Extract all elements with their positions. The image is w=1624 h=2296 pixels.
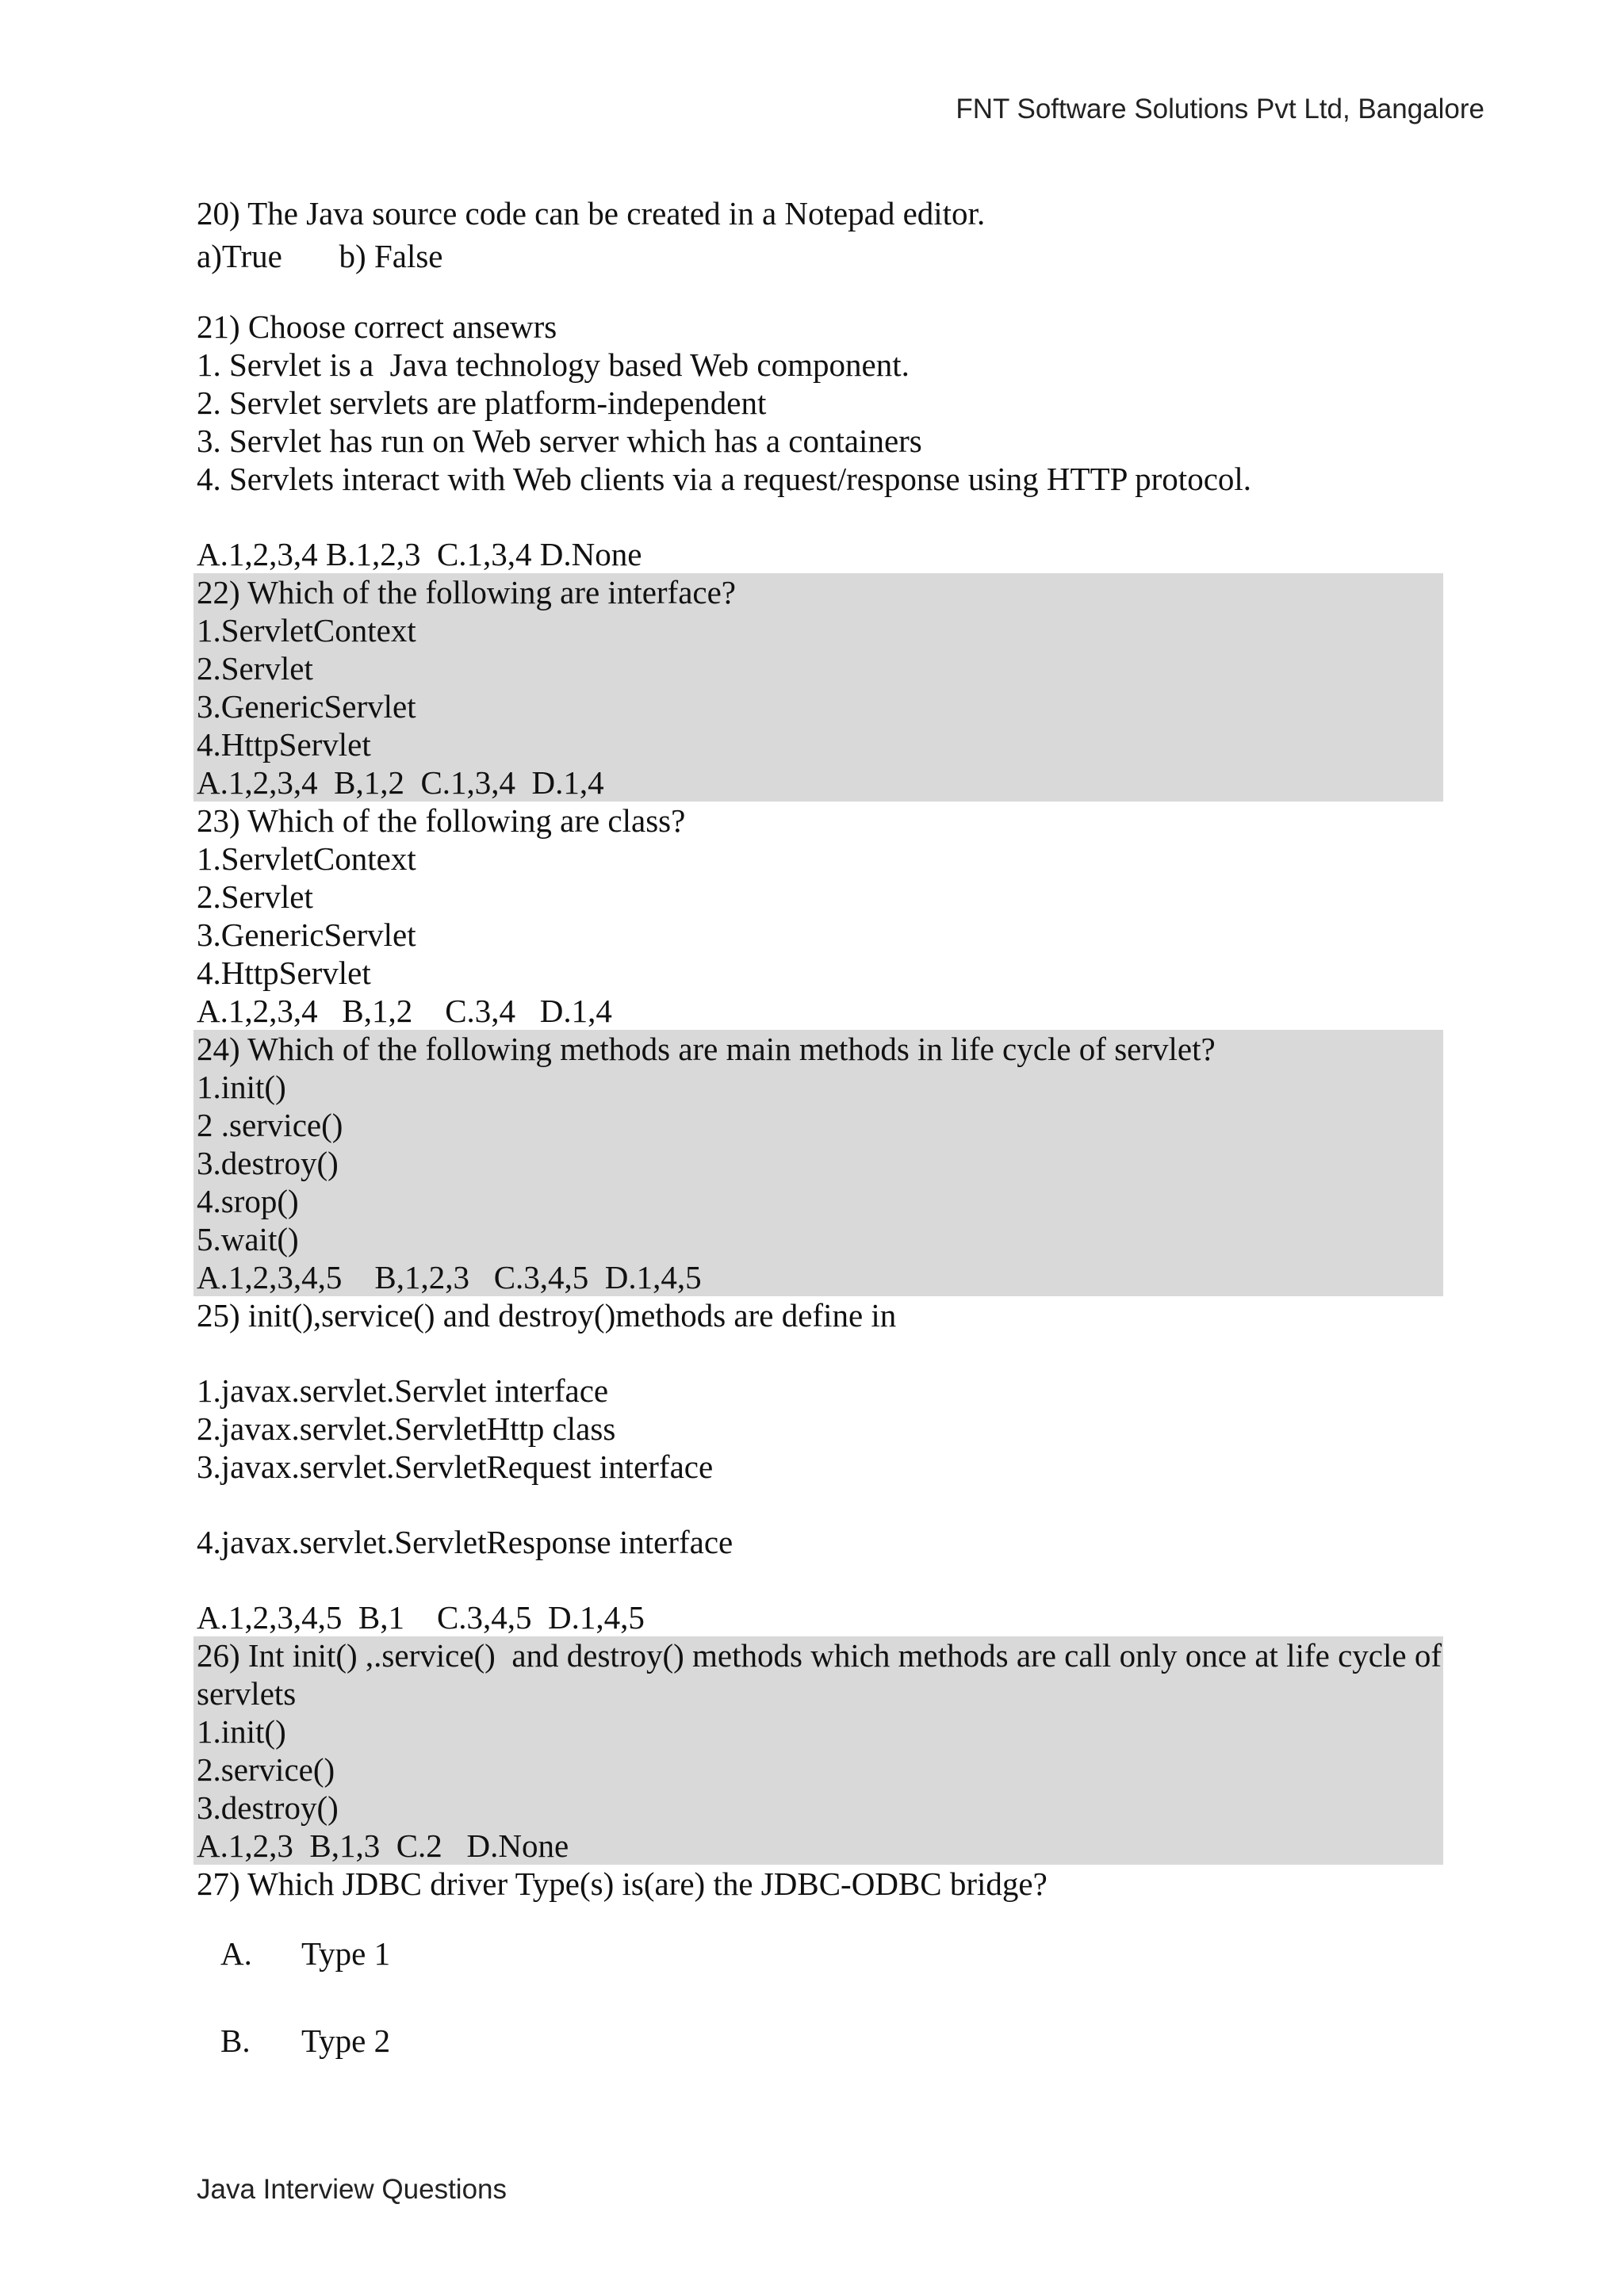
list-item: 2.service() <box>197 1751 335 1788</box>
list-item: 3. Servlet has run on Web server which has a containers <box>197 423 922 459</box>
list-item: 3.GenericServlet <box>197 688 416 725</box>
question-text: 23) Which of the following are class? <box>197 802 686 839</box>
list-item: 4.srop() <box>197 1183 299 1219</box>
list-item: 1.ServletContext <box>197 840 416 877</box>
answer-options: A.1,2,3 B,1,3 C.2 D.None <box>197 1827 569 1864</box>
list-item: 1.javax.servlet.Servlet interface <box>197 1372 609 1409</box>
page-footer: Java Interview Questions <box>197 2174 508 2205</box>
choice-letter: B. <box>220 2022 251 2059</box>
question-26 <box>193 1636 1450 1865</box>
answer-options: A.1,2,3,4,5 B,1,2,3 C.3,4,5 D.1,4,5 <box>197 1259 702 1295</box>
question-21 <box>197 308 1443 573</box>
question-content <box>197 194 1450 2060</box>
answer-options: A.1,2,3,4,5 B,1 C.3,4,5 D.1,4,5 <box>197 1599 645 1636</box>
answer-options: A.1,2,3,4 B.1,2,3 C.1,3,4 D.None <box>197 536 642 572</box>
list-item: 3.GenericServlet <box>197 916 416 953</box>
question-27 <box>197 1865 1443 2060</box>
answer-options: A.1,2,3,4 B,1,2 C.3,4 D.1,4 <box>197 993 612 1029</box>
choice-b <box>220 2022 1443 2060</box>
answer-options: A.1,2,3,4 B,1,2 C.1,3,4 D.1,4 <box>197 764 604 801</box>
choice-a <box>220 1934 1443 1973</box>
choice-text: Type 2 <box>301 2022 391 2059</box>
question-20 <box>197 194 1443 275</box>
list-item: 2. Servlet servlets are platform-independent <box>197 385 767 421</box>
question-text: 24) Which of the following methods are main methods in life cycle of servlet? <box>197 1031 1216 1067</box>
list-item: 5.wait() <box>197 1221 299 1257</box>
list-item: 4. Servlets interact with Web clients via a request/response using HTTP protocol. <box>197 461 1252 497</box>
page-header: FNT Software Solutions Pvt Ltd, Bangalore <box>956 94 1484 124</box>
question-25 <box>197 1296 1443 1636</box>
list-item: 3.javax.servlet.ServletRequest interface <box>197 1448 714 1485</box>
list-item: 1. Servlet is a Java technology based Web component. <box>197 346 910 383</box>
list-item: 1.init() <box>197 1713 286 1750</box>
question-24 <box>193 1030 1443 1296</box>
list-item: 2.Servlet <box>197 650 313 687</box>
list-item: 4.javax.servlet.ServletResponse interface <box>197 1524 733 1560</box>
list-item: 3.destroy() <box>197 1789 339 1826</box>
choice-text: Type 1 <box>301 1935 391 1972</box>
list-item: 1.ServletContext <box>197 612 416 649</box>
question-22 <box>193 573 1443 802</box>
question-23 <box>197 802 1443 1030</box>
list-item: 2.Servlet <box>197 878 313 915</box>
question-text: 21) Choose correct ansewrs <box>197 308 557 345</box>
question-text: 20) The Java source code can be created in a Notepad editor. <box>197 195 986 232</box>
list-item: 1.init() <box>197 1069 286 1105</box>
question-text: 27) Which JDBC driver Type(s) is(are) the JDBC-ODBC bridge? <box>197 1866 1048 1902</box>
list-item: 2 .service() <box>197 1107 343 1143</box>
question-text: 26) Int init() ,.service() and destroy() methods which methods are call only once at life cycle of servlets <box>197 1637 1450 1712</box>
list-item: 4.HttpServlet <box>197 726 371 763</box>
list-item: 4.HttpServlet <box>197 955 371 991</box>
question-text: 25) init(),service() and destroy()methods are define in <box>197 1297 897 1334</box>
question-options: a)True b) False <box>197 238 443 274</box>
list-item: 3.destroy() <box>197 1145 339 1181</box>
list-item: 2.javax.servlet.ServletHttp class <box>197 1410 616 1447</box>
question-text: 22) Which of the following are interface? <box>197 574 737 610</box>
choice-letter: A. <box>220 1935 252 1972</box>
